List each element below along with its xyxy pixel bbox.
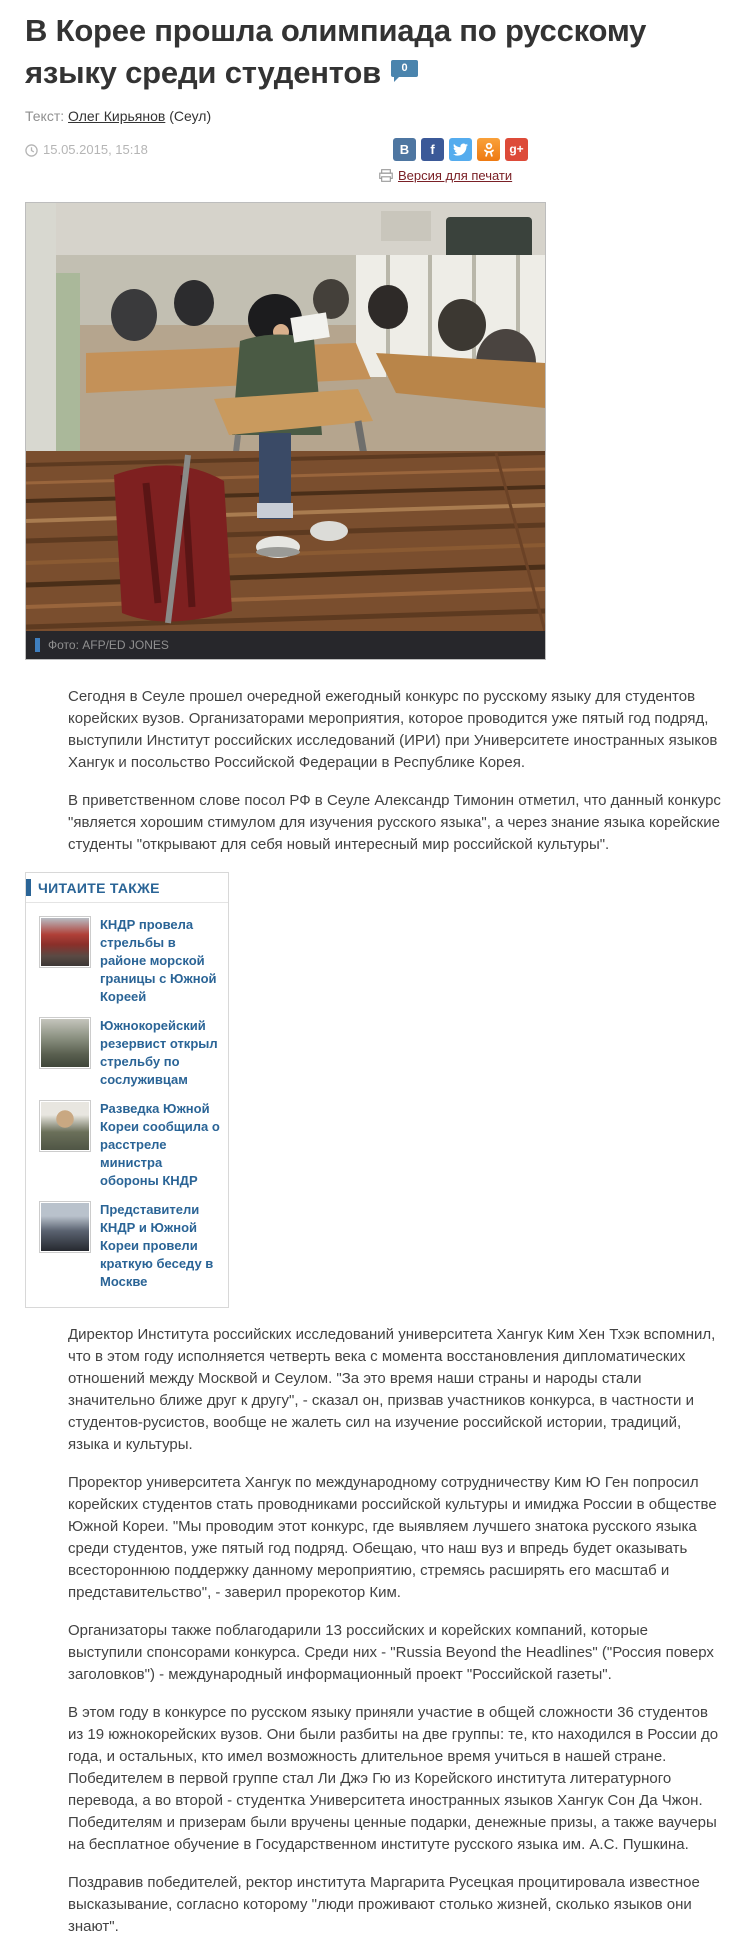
read-also-link[interactable]: КНДР провела стрельбы в районе морской границы с Южной Кореей <box>100 917 217 1004</box>
clock-icon <box>25 144 38 157</box>
read-also-link[interactable]: Представители КНДР и Южной Кореи провели краткую беседу в Москве <box>100 1202 214 1289</box>
printer-icon <box>379 169 393 182</box>
byline-location: (Сеул) <box>169 108 212 124</box>
article-photo-block <box>25 202 546 660</box>
facebook-share-button[interactable] <box>421 138 444 161</box>
twitter-icon <box>453 142 468 157</box>
read-also-item[interactable] <box>26 1097 228 1198</box>
article-photo <box>26 203 545 631</box>
meta-row <box>25 138 545 190</box>
print-version-link[interactable]: Версия для печати <box>398 168 513 183</box>
read-also-title: ЧИТАИТЕ ТАКЖЕ <box>38 879 160 896</box>
googleplus-share-button[interactable] <box>505 138 528 161</box>
twitter-share-button[interactable] <box>449 138 472 161</box>
paragraph: В приветственном слове посол РФ в Сеуле Александр Тимонин отметил, что данный конкурс "является хорошим стимулом для изучения русского языка", а через знание языка корейские студенты "открывают для себя новый интересный мир российской культуры". <box>68 792 721 853</box>
facebook-icon: f <box>430 142 435 157</box>
print-version <box>379 168 528 183</box>
share-block <box>393 138 528 183</box>
paragraph: Сегодня в Сеуле прошел очередной ежегодный конкурс по русскому языку для студентов корейских вузов. Организаторами мероприятия, которое проводится уже пятый год подряд, выступили Институт российских исследований (ИРИ) при Университете иностранных языков Хангук и посольство Российской Федерации в Республике Корея. <box>68 688 718 771</box>
read-also-link[interactable]: Разведка Южной Кореи сообщила о расстреле министра обороны КНДР <box>100 1101 220 1188</box>
read-also-thumbnail[interactable] <box>39 916 91 968</box>
comments-count-badge[interactable]: 0 <box>391 60 418 77</box>
googleplus-icon: g+ <box>509 142 524 156</box>
read-also-item[interactable] <box>26 1014 228 1097</box>
read-also-thumbnail[interactable] <box>39 1201 91 1253</box>
paragraph: Поздравив победителей, ректор института Маргарита Русецкая процитировала известное высказывание, согласно которому "люди проживают столько жизней, сколько языков они знают". <box>68 1874 700 1935</box>
article-body <box>38 686 724 1938</box>
photo-caption <box>26 631 545 659</box>
publish-date <box>25 142 148 157</box>
vk-icon: В <box>399 142 410 157</box>
read-also-accent-bar <box>26 879 31 896</box>
publish-date-text: 15.05.2015, 15:18 <box>43 142 148 157</box>
read-also-link[interactable]: Южнокорейский резервист открыл стрельбу по сослуживцам <box>100 1018 218 1087</box>
paragraph: Директор Института российских исследований университета Хангук Ким Хен Тхэк вспомнил, что в этом году исполняется четверть века с момента восстановления дипломатических отношений между Москвой и Сеулом. "За это время наши страны и народы стали значительно ближе друг к другу", - сказал он, призвав участников конкурса, в частности и студентов-русистов, вообще не жалеть сил на изучение российской истории, традиций, языка и культуры. <box>68 1326 716 1453</box>
photo-caption-text: Фото: AFP/ED JONES <box>48 638 169 652</box>
page-title-text: В Корее прошла олимпиада по русскому языку среди студентов <box>25 13 647 90</box>
read-also-item[interactable] <box>26 1198 228 1299</box>
byline <box>25 108 720 124</box>
odnoklassniki-share-button[interactable] <box>477 138 500 161</box>
read-also-header <box>26 873 228 903</box>
vk-share-button[interactable] <box>393 138 416 161</box>
author-link[interactable]: Олег Кирьянов <box>68 108 166 124</box>
read-also-thumbnail[interactable] <box>39 1100 91 1152</box>
paragraph: В этом году в конкурсе по русском языку приняли участие в общей сложности 36 студентов из 19 южнокорейских вузов. Они были разбиты на две группы: те, кто находился в России до года, и остальных, кто имел возможность длительное время учиться в нашей стране. Победителем в первой группе стал Ли Джэ Гю из Корейского института литературного перевода, а во второй - студентка Университета иностранных языков Хангук Сон Да Чжон. Победителям и призерам были вручены ценные подарки, денежные призы, а также ваучеры на бесплатное обучение в Государственном институте русского языка им. А.С. Пушкина. <box>68 1704 719 1853</box>
odnoklassniki-icon <box>482 142 496 157</box>
paragraph: Организаторы также поблагодарили 13 российских и корейских компаний, которые выступили спонсорами конкурса. Среди них - "Russia Beyond the Headlines" ("Россия поверх заголовков") - международный информационный проект "Российской газеты". <box>68 1622 714 1683</box>
read-also-thumbnail[interactable] <box>39 1017 91 1069</box>
page-title <box>25 10 697 94</box>
paragraph: Проректор университета Хангук по международному сотрудничеству Ким Ю Ген попросил корейских студентов стать проводниками российской культуры и имиджа России в обществе Южной Кореи. "Мы проводим этот конкурс, где выявляем лучшего знатока русского языка среди студентов, уже пятый год подряд. Обещаю, что наш вуз и впредь будет оказывать всестороннюю поддержку данному мероприятию, стремясь расширять его масштаб и представительство", - заверил прорекотор Ким. <box>68 1474 717 1601</box>
caption-marker <box>35 638 40 652</box>
byline-label: Текст: <box>25 108 65 124</box>
read-also-box <box>25 872 229 1308</box>
social-share-row <box>393 138 528 161</box>
read-also-item[interactable] <box>26 913 228 1014</box>
